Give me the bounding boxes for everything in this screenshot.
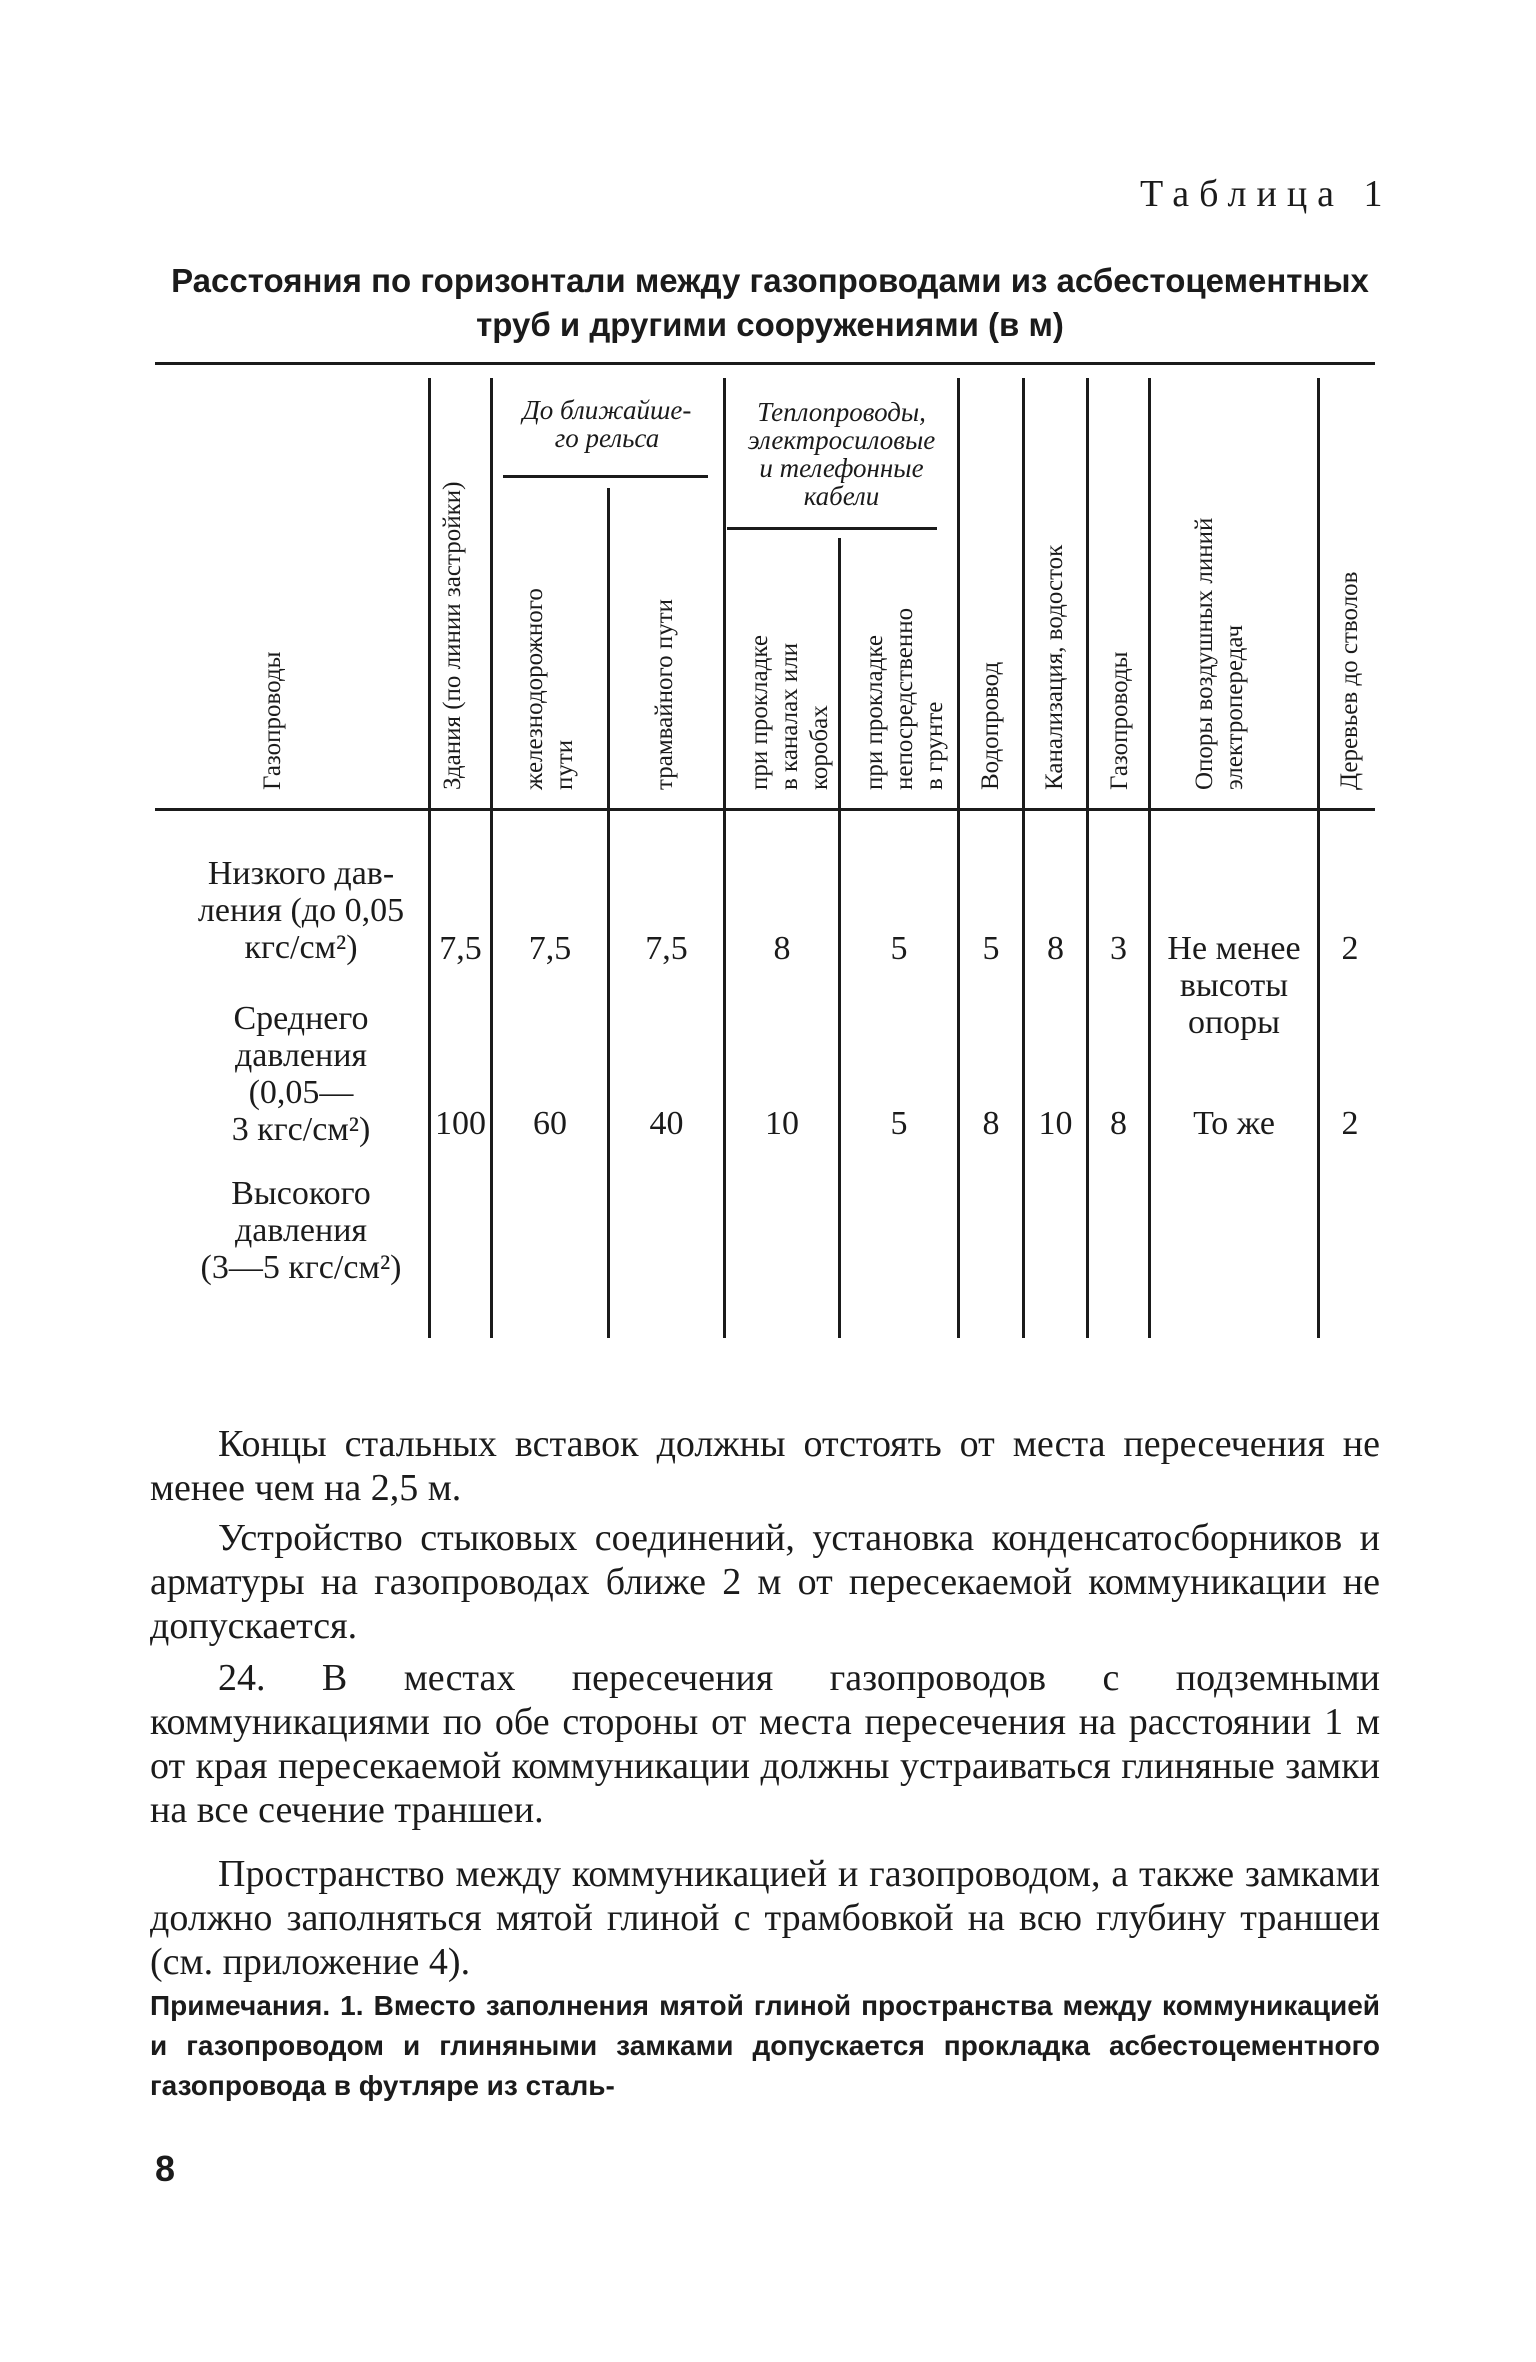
cell-low-tram: 7,5 [645,930,688,967]
cell-medium-buildings: 100 [435,1105,486,1142]
subheader-rule-rail [503,475,708,478]
paragraph: Устройство стыковых соединений, установка конденсатосборников и арматуры на газопроводах ближе 2 м от пересекаемой коммуникации не допускается. [150,1517,1380,1647]
col-line [607,488,610,1338]
cell-low-gaslines: 3 [1110,930,1127,967]
header-rail-group: До ближайше- го рельса [522,395,692,453]
subheader-rule-heat [727,527,937,530]
cell-low-sewer: 8 [1047,930,1064,967]
col-line [723,378,726,1338]
header-gas-pipelines: Газопроводы [259,651,286,790]
paragraph: 24. В местах пересечения газопроводов с подземными коммуникациями по обе стороны от места пересечения на расстоянии 1 м от края пересекаемой коммуникации должны устраиваться глиняные замки на все сечение траншеи. [150,1657,1380,1831]
cell-low-poles: Не менее высоты опоры [1167,930,1301,1041]
header-water: Водопровод [977,661,1004,790]
row-label-high: Высокого давления (3—5 кгс/см²) [200,1175,402,1286]
cell-medium-channels: 10 [765,1105,799,1142]
header-heat-group: Теплопроводы, электросиловые и телефонные кабели [747,397,936,511]
header-railway: железнодорожного пути [521,588,578,790]
header-poles: Опоры воздушных линий электропередач [1191,517,1248,790]
header-in-ground: при прокладке непосредственно в грунте [861,607,948,790]
header-gaslines: Газопроводы [1106,651,1133,790]
header-trees: Деревьев до стволов [1336,571,1363,790]
cell-medium-water: 8 [982,1105,1000,1142]
cell-low-trees: 2 [1341,930,1359,967]
paragraph: Концы стальных вставок должны отстоять от места пересечения не менее чем на 2,5 м. [150,1423,1380,1509]
header-tram: трамвайного пути [651,598,678,790]
cell-low-railway: 7,5 [528,930,572,967]
header-in-channels: при прокладке в каналах или коробах [746,635,833,790]
col-line [490,378,493,1338]
cell-medium-ground: 5 [890,1105,908,1142]
cell-medium-sewer: 10 [1038,1105,1073,1142]
page-number: 8 [155,2148,176,2189]
cell-medium-gaslines: 8 [1110,1105,1127,1142]
table-header-rule [155,808,1375,811]
row-label-medium: Среднего давления (0,05— 3 кгс/см²) [231,1000,371,1148]
header-sewer: Канализация, водосток [1041,544,1068,790]
col-line [1317,378,1320,1338]
cell-medium-trees: 2 [1341,1105,1359,1142]
header-buildings: Здания (по линии застройки) [439,481,466,790]
footnote: Примечания. 1. Вместо заполнения мятой глиной пространства между коммуникацией и газопроводом и глиняными замками допускается прокладка асбестоцементного газопровода в футляре из сталь- [150,1990,1380,2101]
cell-low-ground: 5 [890,930,908,967]
table-title: Расстояния по горизонтали между газопроводами из асбестоцементных [171,262,1369,299]
row-label-low: Низкого дав- ления (до 0,05 кгс/см²) [197,855,405,966]
col-line [1148,378,1151,1338]
col-line [957,378,960,1338]
table-number: Таблица 1 [1140,173,1393,215]
col-line [1086,378,1089,1338]
paragraph: Пространство между коммуникацией и газопроводом, а также замками должно заполняться мятой глиной с трамбовкой на всю глубину траншеи (см. приложение 4). [150,1853,1380,1983]
table-top-rule [155,362,1375,365]
cell-low-channels: 8 [773,930,791,967]
table-title-cont: труб и другими сооружениями (в м) [476,306,1064,343]
col-line [1022,378,1025,1338]
cell-low-water: 5 [982,930,1000,967]
cell-low-buildings: 7,5 [439,930,482,967]
cell-medium-poles: То же [1193,1105,1275,1142]
cell-medium-tram: 40 [649,1105,684,1142]
cell-medium-railway: 60 [533,1105,567,1142]
